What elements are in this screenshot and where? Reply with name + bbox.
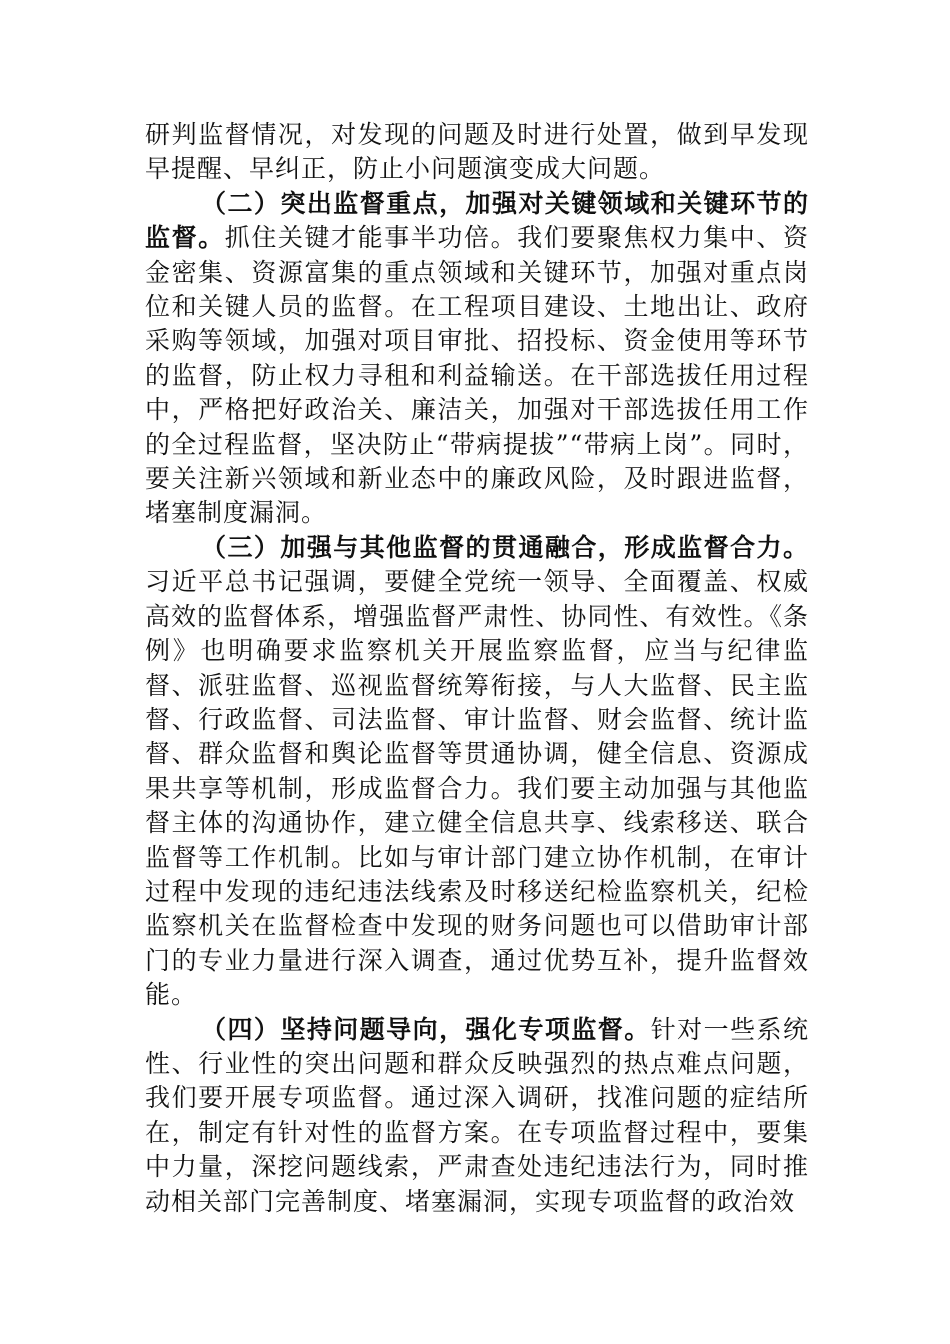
paragraph-3 [145,531,809,1013]
paragraph-2 [145,187,809,531]
paragraph-2-body: 抓住关键才能事半功倍。我们要聚焦权力集中、资金密集、资源富集的重点领域和关键环节，加强对重点岗位和关键人员的监督。在工程项目建设、土地出让、政府采购等领域，加强对项目审批、招投标、资金使用等环节的监督，防止权力寻租和利益输送。在干部选拔任用过程中，严格把好政治关、廉洁关，加强对干部选拔任用工作的全过程监督，坚决防止“带病提拔”“带病上岗”。同时，要关注新兴领域和新业态中的廉政风险，及时跟进监督，堵塞制度漏洞。 [145,223,809,528]
paragraph-4 [145,1013,809,1219]
document-body [145,118,809,1219]
paragraph-3-body: 习近平总书记强调，要健全党统一领导、全面覆盖、权威高效的监督体系，增强监督严肃性、协同性、有效性。《条例》也明确要求监察机关开展监察监督，应当与纪律监督、派驻监督、巡视监督统筹衔接，与人大监督、民主监督、行政监督、司法监督、审计监督、财会监督、统计监督、群众监督和舆论监督等贯通协调，健全信息、资源成果共享等机制，形成监督合力。我们要主动加强与其他监督主体的沟通协作，建立健全信息共享、线索移送、联合监督等工作机制。比如与审计部门建立协作机制，在审计过程中发现的违纪违法线索及时移送纪检监察机关，纪检监察机关在监督检查中发现的财务问题也可以借助审计部门的专业力量进行深入调查，通过优势互补，提升监督效能。 [145,567,809,1010]
section-heading-3: （三）加强与其他监督的贯通融合，形成监督合力。 [201,532,809,562]
paragraph-1 [145,118,809,187]
paragraph-1-body: 研判监督情况，对发现的问题及时进行处置，做到早发现早提醒、早纠正，防止小问题演变成大问题。 [145,120,809,184]
paragraph-4-body: 针对一些系统性、行业性的突出问题和群众反映强烈的热点难点问题，我们要开展专项监督。通过深入调研，找准问题的症结所在，制定有针对性的监督方案。在专项监督过程中，要集中力量，深挖问题线索，严肃查处违纪违法行为，同时推动相关部门完善制度、堵塞漏洞，实现专项监督的政治效 [145,1014,809,1216]
section-heading-4: （四）坚持问题导向，强化专项监督。 [201,1014,651,1044]
section-heading-2: （二）突出监督重点，加强对关键领域和关键环节的监督。 [145,188,809,253]
